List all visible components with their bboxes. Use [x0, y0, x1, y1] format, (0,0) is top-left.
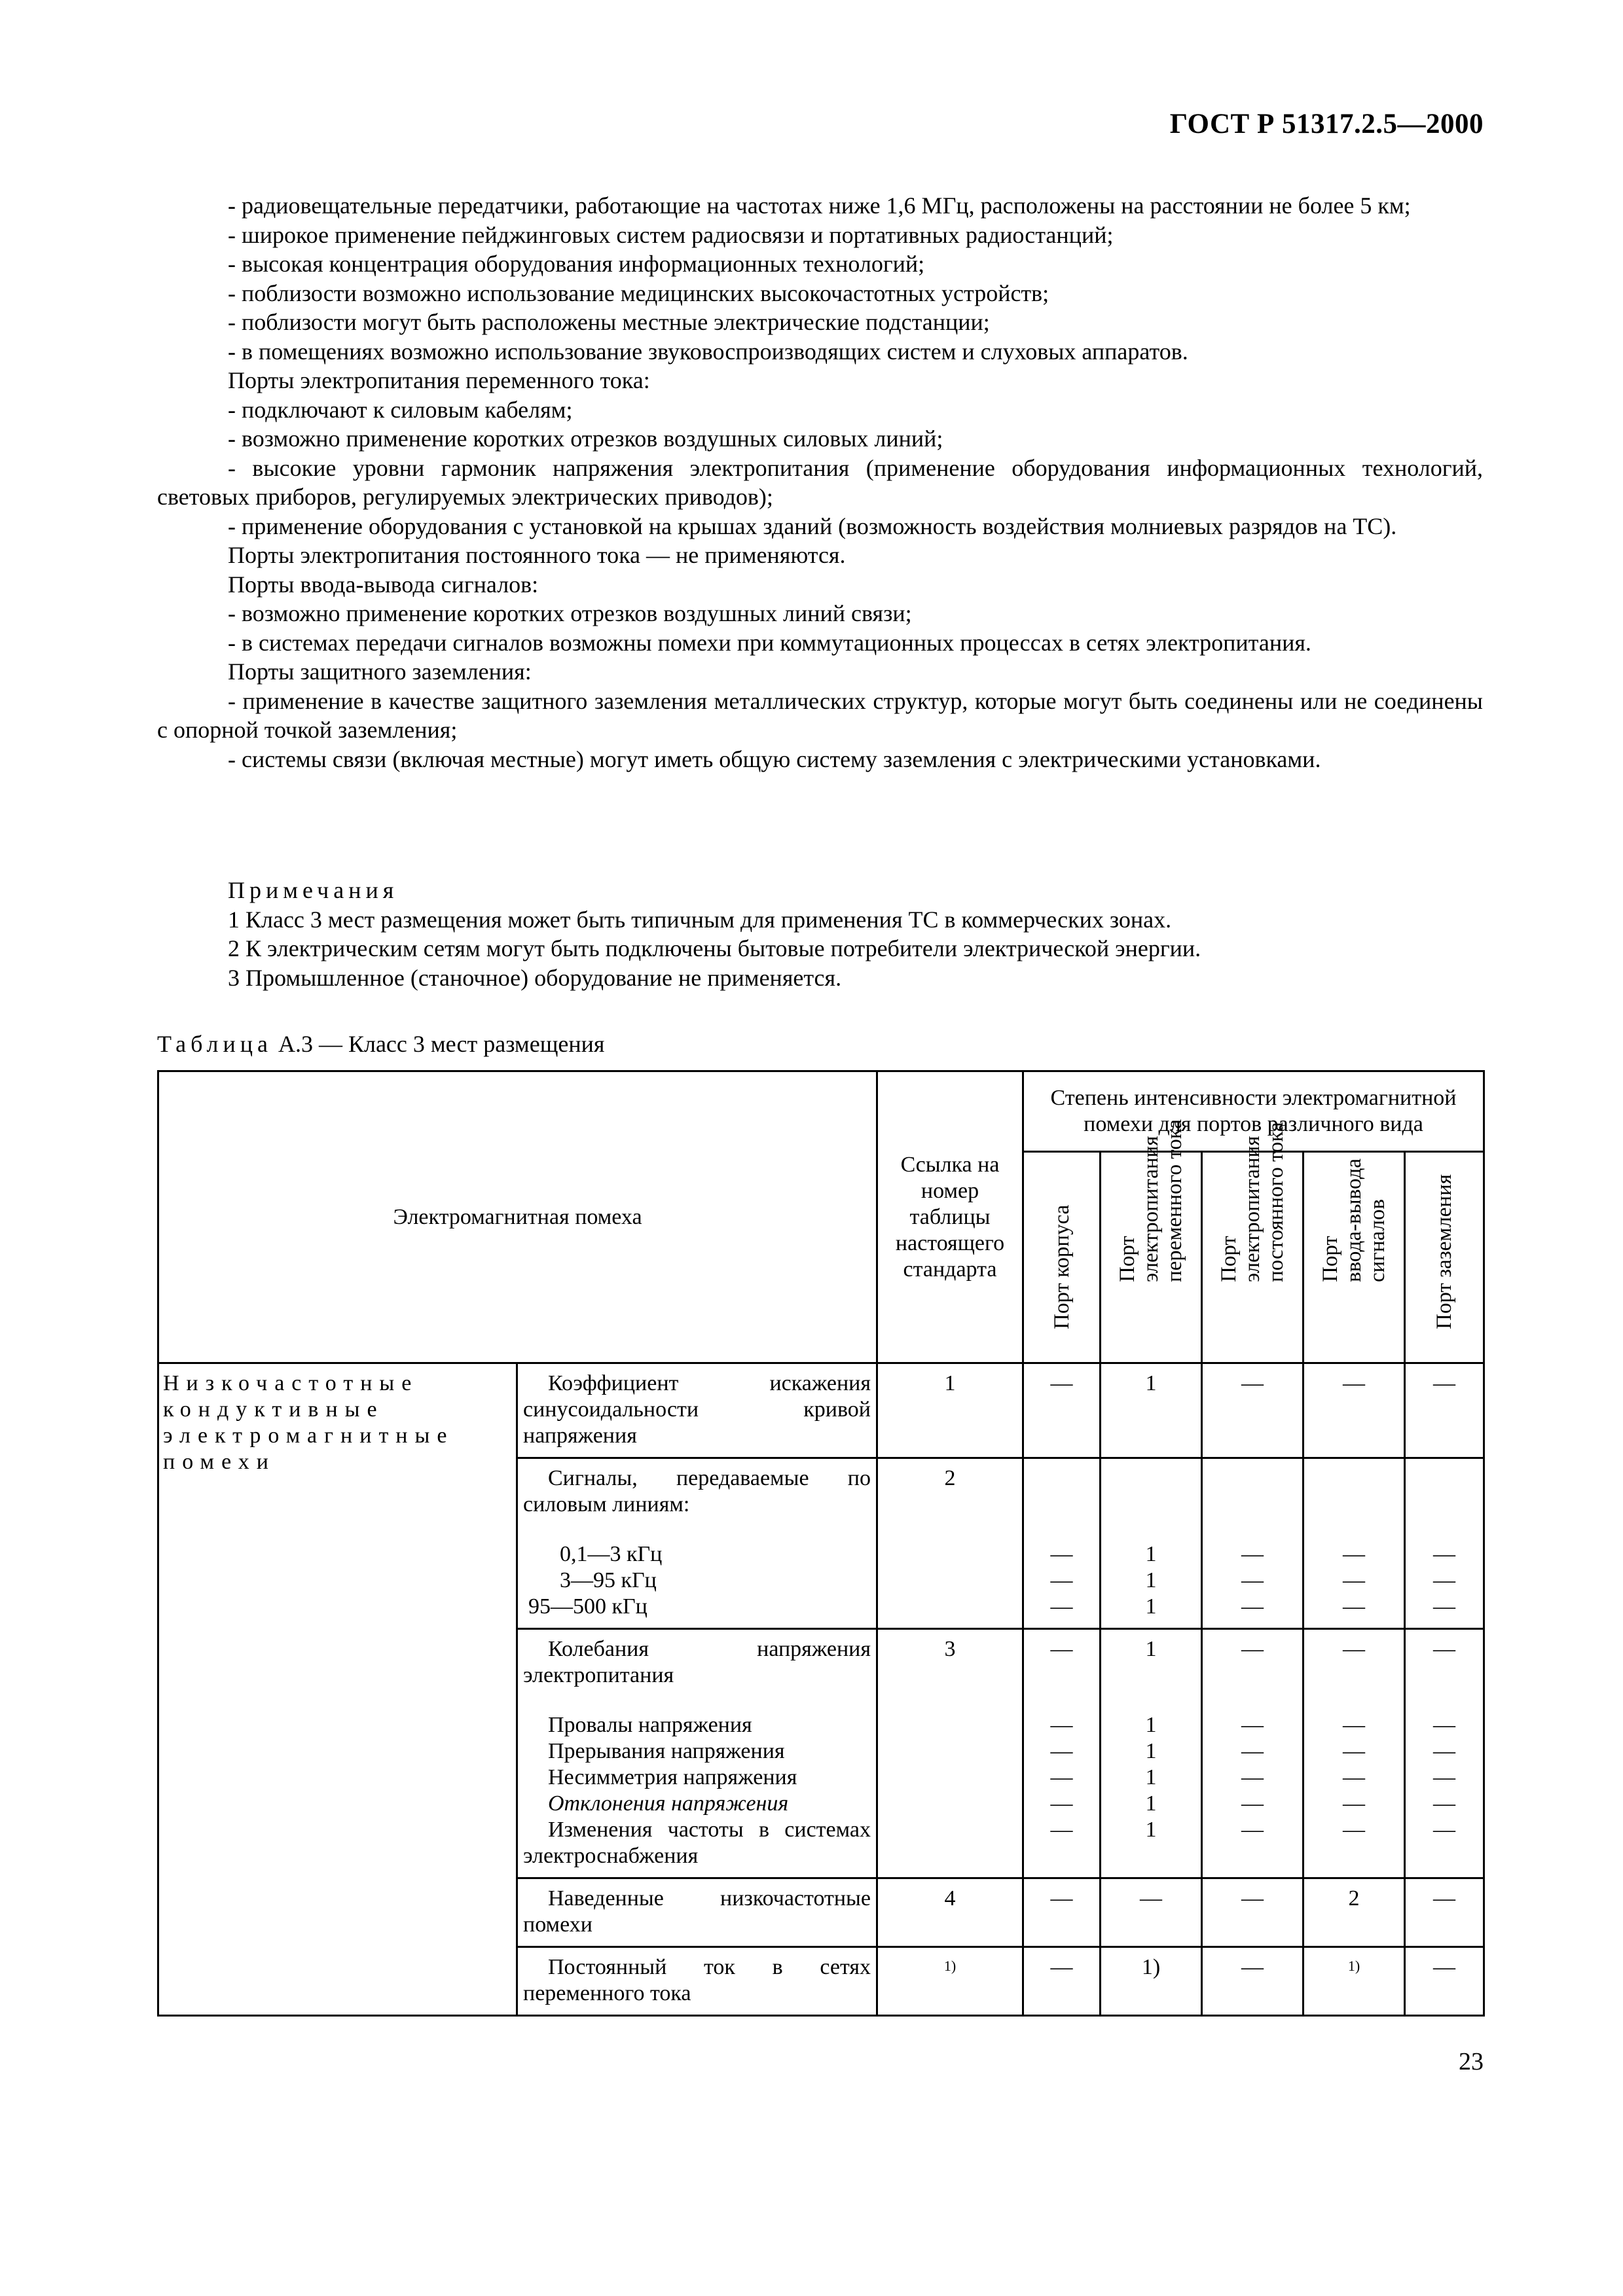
value: — [1433, 1818, 1455, 1842]
table-caption-title: А.3 — Класс 3 мест размещения [272, 1031, 605, 1057]
value-cell [1023, 1458, 1101, 1629]
value-cell [1023, 1629, 1101, 1878]
header-intensity-group: Степень интенсивности электромагнитной помехи для портов различного вида [1023, 1071, 1484, 1152]
sub-item: 95—500 кГц [528, 1594, 647, 1619]
table-caption [157, 1030, 604, 1058]
header-port-ground [1405, 1152, 1484, 1363]
sub-item: 3—95 кГц [560, 1568, 657, 1592]
value: — [1343, 1818, 1365, 1842]
value: — [1343, 1542, 1365, 1566]
description-cell [517, 1878, 877, 1947]
value: — [1050, 1765, 1073, 1789]
value: — [1050, 1542, 1073, 1566]
value: — [1241, 1594, 1264, 1619]
paragraph: - в системах передачи сигналов возможны помехи при коммутационных процессах в сетях электропитания. [228, 629, 1311, 656]
value: 1 [1145, 1765, 1157, 1789]
value: — [1343, 1739, 1365, 1763]
footnote-ref: 1) [1347, 1958, 1360, 1974]
value: — [1433, 1594, 1455, 1619]
value: — [1433, 1765, 1455, 1789]
value: — [1050, 1568, 1073, 1592]
value-cell: 1 [1101, 1363, 1202, 1458]
description-cell [517, 1947, 877, 2016]
paragraph: Порты электропитания переменного тока: [228, 367, 650, 393]
description-text: Постоянный ток в сетях переменного тока [523, 1955, 871, 2005]
sub-item: Прерывания напряжения [548, 1739, 785, 1763]
value: — [1343, 1713, 1365, 1737]
header-line: Порт корпуса [1049, 1204, 1074, 1329]
ref-cell: 3 [877, 1629, 1023, 1878]
value-cell [1304, 1947, 1405, 2016]
header-line: Порт [1116, 1236, 1139, 1282]
value: 1 [1145, 1791, 1157, 1816]
notes-section [157, 876, 1483, 992]
sub-item: Отклонения напряжения [548, 1791, 789, 1816]
value-cell [1304, 1629, 1405, 1878]
header-reference: Ссылка на номер таблицы настоящего стандарта [877, 1071, 1023, 1363]
value: 1 [1145, 1739, 1157, 1763]
value: — [1343, 1637, 1365, 1661]
header-line: электропитания [1139, 1136, 1163, 1282]
value: — [1241, 1542, 1264, 1566]
paragraph: - радиовещательные передатчики, работающие на частотах ниже 1,6 МГц, расположены на расстоянии не более 5 км; [228, 192, 1411, 219]
note-item: 3 Промышленное (станочное) оборудование не применяется. [228, 964, 842, 991]
value: — [1433, 1713, 1455, 1737]
sub-item: 0,1—3 кГц [560, 1542, 663, 1566]
header-line: переменного тока [1163, 1119, 1186, 1282]
value-cell [1405, 1629, 1484, 1878]
value: — [1343, 1791, 1365, 1816]
ref-cell: 1 [877, 1363, 1023, 1458]
paragraph: - поблизости возможно использование медицинских высокочастотных устройств; [228, 279, 1049, 306]
value-cell [1202, 1458, 1304, 1629]
value: — [1433, 1568, 1455, 1592]
category-label: Низкочастотные кондуктивные электромагнитные помехи [163, 1371, 454, 1474]
description-text: Сигналы, передаваемые по силовым линиям: [523, 1466, 871, 1516]
value: 1 [1145, 1713, 1157, 1737]
value-cell [1405, 1458, 1484, 1629]
value: — [1241, 1713, 1264, 1737]
paragraph: - подключают к силовым кабелям; [228, 396, 573, 423]
value: — [1433, 1542, 1455, 1566]
table-caption-prefix: Таблица [157, 1031, 272, 1057]
value-cell: — [1202, 1363, 1304, 1458]
description-cell [517, 1458, 877, 1629]
footnote-ref: 1) [943, 1958, 957, 1974]
header-line: ввода-вывода [1342, 1158, 1366, 1282]
value: — [1050, 1637, 1073, 1661]
ref-cell: 2 [877, 1458, 1023, 1629]
value: 1 [1145, 1818, 1157, 1842]
description-text: Колебания напряжения электропитания [523, 1637, 871, 1687]
paragraph: - высокие уровни гармоник напряжения электропитания (применение оборудования информационных технологий, световых приборов, регулируемых электрических приводов); [157, 454, 1483, 510]
page-number: 23 [1459, 2048, 1484, 2075]
header-port-dc [1202, 1122, 1304, 1363]
value: 1 [1145, 1568, 1157, 1592]
header-line: Порт [1319, 1236, 1342, 1282]
paragraph: - высокая концентрация оборудования информационных технологий; [228, 251, 925, 277]
value-cell: — [1101, 1878, 1202, 1947]
value: — [1343, 1594, 1365, 1619]
value-cell: — [1202, 1878, 1304, 1947]
category-cell [158, 1363, 517, 2016]
value-cell: — [1304, 1363, 1405, 1458]
value: — [1050, 1713, 1073, 1737]
sub-item: Провалы напряжения [548, 1713, 752, 1737]
description-text: Наведенные низкочастотные помехи [523, 1886, 871, 1937]
ref-cell [877, 1947, 1023, 2016]
value: — [1241, 1791, 1264, 1816]
paragraph: - системы связи (включая местные) могут иметь общую систему заземления с электрическими установками. [228, 745, 1321, 772]
value-cell [1101, 1629, 1202, 1878]
value-cell [1304, 1458, 1405, 1629]
value: — [1050, 1791, 1073, 1816]
value: — [1433, 1791, 1455, 1816]
value: — [1343, 1568, 1365, 1592]
header-line: постоянного тока [1264, 1122, 1288, 1282]
paragraph: Порты электропитания постоянного тока — не применяются. [228, 542, 846, 568]
value-cell [1202, 1629, 1304, 1878]
value: — [1241, 1765, 1264, 1789]
value-cell: 2 [1304, 1878, 1405, 1947]
value: — [1241, 1739, 1264, 1763]
note-item: 2 К электрическим сетям могут быть подключены бытовые потребители электрической энергии. [228, 935, 1201, 961]
paragraph: - в помещениях возможно использование звуковоспроизводящих систем и слуховых аппаратов. [228, 338, 1188, 365]
header-interference: Электромагнитная помеха [158, 1071, 877, 1363]
header-line: Порт заземления [1432, 1174, 1456, 1329]
value-cell: — [1405, 1947, 1484, 2016]
value: 1 [1145, 1637, 1157, 1661]
value: — [1241, 1637, 1264, 1661]
header-line: Порт [1217, 1236, 1241, 1282]
ref-cell: 4 [877, 1878, 1023, 1947]
paragraph: - поблизости могут быть расположены местные электрические подстанции; [228, 309, 990, 335]
value-cell: — [1023, 1947, 1101, 2016]
value: — [1343, 1765, 1365, 1789]
body-text [157, 191, 1483, 774]
value: 1 [1145, 1594, 1157, 1619]
header-port-signal [1304, 1152, 1405, 1363]
paragraph: - применение в качестве защитного заземления металлических структур, которые могут быть соединены или не соединены с опорной точкой заземления; [157, 687, 1483, 743]
value: — [1050, 1739, 1073, 1763]
value-cell: — [1202, 1947, 1304, 2016]
value: — [1241, 1818, 1264, 1842]
paragraph: - возможно применение коротких отрезков воздушных силовых линий; [228, 425, 943, 452]
paragraph: - возможно применение коротких отрезков воздушных линий связи; [228, 600, 912, 626]
value: — [1433, 1739, 1455, 1763]
paragraph: Порты защитного заземления: [228, 658, 532, 685]
value-cell [1101, 1458, 1202, 1629]
value-cell: — [1023, 1878, 1101, 1947]
header-port-case [1023, 1152, 1101, 1363]
description-text: Коэффициент искажения синусоидальности кривой напряжения [523, 1371, 871, 1448]
interference-table [157, 1070, 1485, 2017]
paragraph: Порты ввода-вывода сигналов: [228, 571, 539, 598]
sub-item: Изменения частоты в системах электроснабжения [523, 1818, 871, 1868]
value-cell: — [1405, 1878, 1484, 1947]
value-cell: — [1405, 1363, 1484, 1458]
value: — [1050, 1818, 1073, 1842]
value: — [1433, 1637, 1455, 1661]
value: — [1241, 1568, 1264, 1592]
notes-title: Примечания [228, 877, 399, 903]
header-line: сигналов [1366, 1199, 1389, 1282]
paragraph: - применение оборудования с установкой на крышах зданий (возможность воздействия молниевых разрядов на ТС). [228, 512, 1397, 539]
value-cell: — [1023, 1363, 1101, 1458]
description-cell [517, 1629, 877, 1878]
value: 1 [1145, 1542, 1157, 1566]
sub-item: Несимметрия напряжения [548, 1765, 797, 1789]
table-row [158, 1363, 1484, 1458]
paragraph: - широкое применение пейджинговых систем радиосвязи и портативных радиостанций; [228, 221, 1114, 248]
document-header: ГОСТ Р 51317.2.5—2000 [1169, 109, 1484, 139]
value: — [1050, 1594, 1073, 1619]
value-cell: 1) [1101, 1947, 1202, 2016]
header-line: электропитания [1241, 1136, 1264, 1282]
description-cell [517, 1363, 877, 1458]
header-port-ac [1101, 1119, 1202, 1363]
note-item: 1 Класс 3 мест размещения может быть типичным для применения ТС в коммерческих зонах. [228, 906, 1172, 933]
